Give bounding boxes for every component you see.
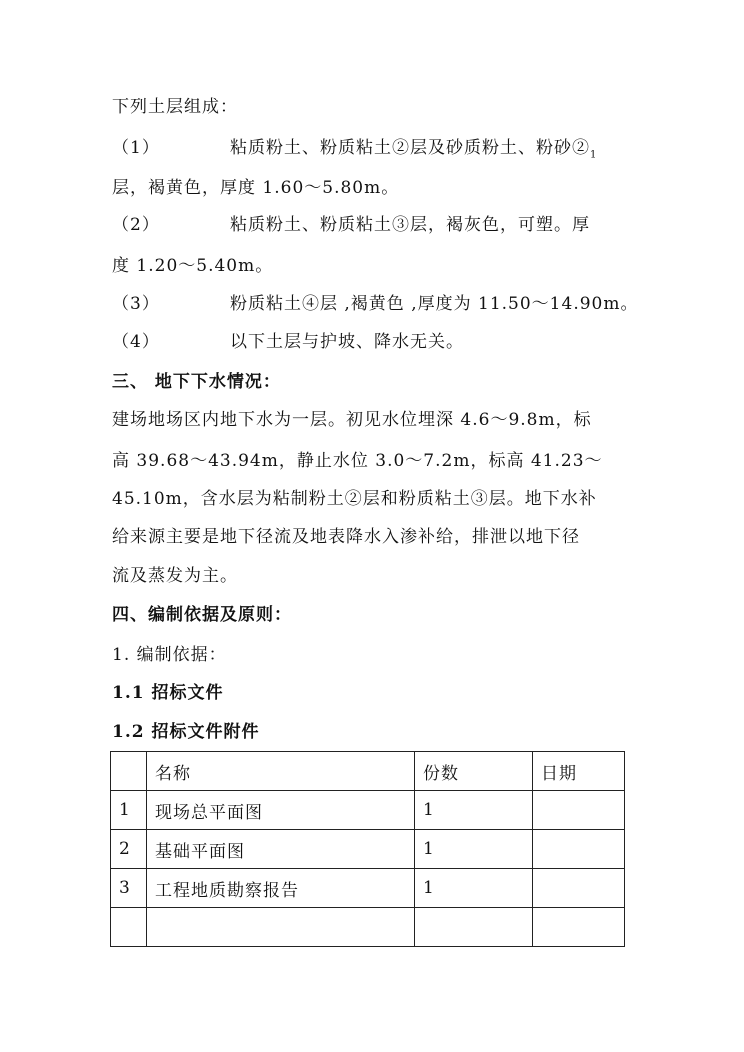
- layer-1-continued: 层，褐黄色，厚度 1.60～5.80m。: [112, 178, 400, 198]
- layer-number: （3）: [112, 294, 160, 314]
- table-cell: 1: [111, 791, 147, 830]
- layer-text: 粘质粉土、粉质粘土③层，褐灰色，可塑。厚: [230, 215, 590, 235]
- subsection-1-1: 1.1 招标文件: [112, 683, 224, 703]
- header-cell: 份数: [415, 752, 533, 791]
- table-row: [111, 830, 625, 869]
- table-cell: [415, 908, 533, 947]
- layer-number: （2）: [112, 215, 160, 235]
- table-cell: 1: [415, 869, 533, 908]
- groundwater-line-5: 流及蒸发为主。: [112, 566, 238, 586]
- basis-item: 1. 编制依据：: [112, 645, 227, 665]
- layer-text: 粉质粘土④层 ,褐黄色 ,厚度为 11.50～14.90m。: [230, 294, 639, 314]
- layer-number: （1）: [112, 138, 160, 158]
- groundwater-line-1: 建场地场区内地下水为一层。初见水位埋深 4.6～9.8m，标: [112, 410, 592, 430]
- groundwater-line-2: 高 39.68～43.94m，静止水位 3.0～7.2m，标高 41.23～: [112, 451, 603, 471]
- header-cell: [111, 752, 147, 791]
- groundwater-line-4: 给来源主要是地下径流及地表降水入渗补给，排泄以地下径: [112, 527, 580, 547]
- header-cell: 名称: [147, 752, 415, 791]
- section-4-heading: 四、编制依据及原则：: [112, 605, 292, 625]
- table-row: [111, 869, 625, 908]
- layer-subscript: 1: [590, 149, 598, 161]
- table-cell: 现场总平面图: [147, 791, 415, 830]
- table-header-row: [111, 752, 625, 791]
- table-cell: [147, 908, 415, 947]
- table-cell: [533, 791, 625, 830]
- table-cell: [111, 908, 147, 947]
- table-cell: 1: [415, 791, 533, 830]
- layer-3: [112, 294, 638, 314]
- table-cell: [533, 869, 625, 908]
- layer-number: （4）: [112, 332, 160, 352]
- layer-4: [112, 332, 464, 352]
- table-cell: 1: [415, 830, 533, 869]
- layer-2: [112, 215, 590, 235]
- layer-text: 以下土层与护坡、降水无关。: [230, 332, 464, 352]
- table-cell: 工程地质勘察报告: [147, 869, 415, 908]
- table-row: [111, 908, 625, 947]
- table-cell: [533, 908, 625, 947]
- table-cell: 3: [111, 869, 147, 908]
- subsection-1-2: 1.2 招标文件附件: [112, 722, 260, 742]
- table-row: [111, 791, 625, 830]
- section-3-heading: 三、 地下下水情况：: [112, 372, 281, 392]
- attachments-table: [110, 751, 625, 947]
- layer-text: 粘质粉土、粉质粘土②层及砂质粉土、粉砂②: [230, 138, 590, 158]
- groundwater-line-3: 45.10m，含水层为粘制粉土②层和粉质粘土③层。地下水补: [112, 489, 597, 509]
- layer-2-continued: 度 1.20～5.40m。: [112, 256, 274, 276]
- header-cell: 日期: [533, 752, 625, 791]
- intro-line: 下列土层组成：: [112, 97, 238, 117]
- layer-1: [112, 138, 597, 165]
- table-cell: 基础平面图: [147, 830, 415, 869]
- table-cell: [533, 830, 625, 869]
- table-cell: 2: [111, 830, 147, 869]
